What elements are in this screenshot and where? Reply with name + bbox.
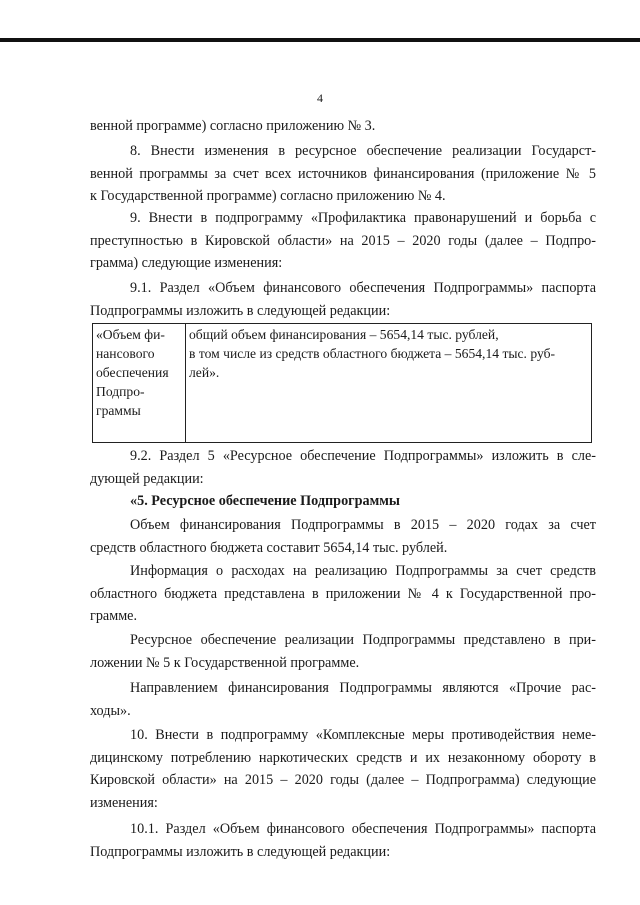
paragraph-item-9: 9. Внести в подпрограмму «Профилактика правонарушений и борьба с преступностью в Кировской области» на 2015 – 2020 годы (далее – Подпро- грамма) следующие изменения: [90,210,596,272]
paragraph-item-10-1: 10.1. Раздел «Объем финансового обеспечения Подпрограммы» паспорта Подпрограммы изложить в следующей редакции: [90,821,596,860]
page-number: 4 [317,91,323,105]
paragraph-resource-provision: Ресурсное обеспечение реализации Подпрограммы представлено в при- ложении № 5 к Государственной программе. [90,632,596,671]
header-rule [0,38,640,42]
paragraph-continuation: венной программе) согласно приложению № 3. [90,118,376,134]
paragraph-item-9-1: 9.1. Раздел «Объем финансового обеспечения Подпрограммы» паспорта Подпрограммы изложить в следующей редакции: [90,280,596,319]
paragraph-expense-info: Информация о расходах на реализацию Подпрограммы за счет средств областного бюджета представлена в приложении № 4 к Государственной про- грамме. [90,563,596,625]
paragraph-item-10: 10. Внести в подпрограмму «Комплексные меры противодействия неме- дицинскому потреблению наркотических средств и их незаконному обороту в Кировской области» на 2015 – 2020 годы (далее – Подпрограмма) следующие изменения: [90,727,596,811]
table-cell-value: общий объем финансирования – 5654,14 тыс. рублей, в том числе из средств областного бюджета – 5654,14 тыс. руб- лей». [186,324,592,443]
paragraph-financing-direction: Направлением финансирования Подпрограммы являются «Прочие рас- ходы». [90,680,596,719]
table-cell-label: «Объем фи- нансового обеспечения Подпро- граммы [93,324,186,443]
paragraph-item-8: 8. Внести изменения в ресурсное обеспечение реализации Государст- венной программы за счет всех источников финансирования (приложение № 5 к Государственной программе) согласно приложению № 4. [90,143,596,205]
paragraph-financing-volume: Объем финансирования Подпрограммы в 2015 – 2020 годах за счет средств областного бюджета составит 5654,14 тыс. рублей. [90,517,596,556]
section-heading: «5. Ресурсное обеспечение Подпрограммы [130,493,400,509]
paragraph-item-9-2: 9.2. Раздел 5 «Ресурсное обеспечение Подпрограммы» изложить в сле- дующей редакции: [90,448,596,487]
table-row [93,324,592,443]
financing-table [92,323,592,443]
